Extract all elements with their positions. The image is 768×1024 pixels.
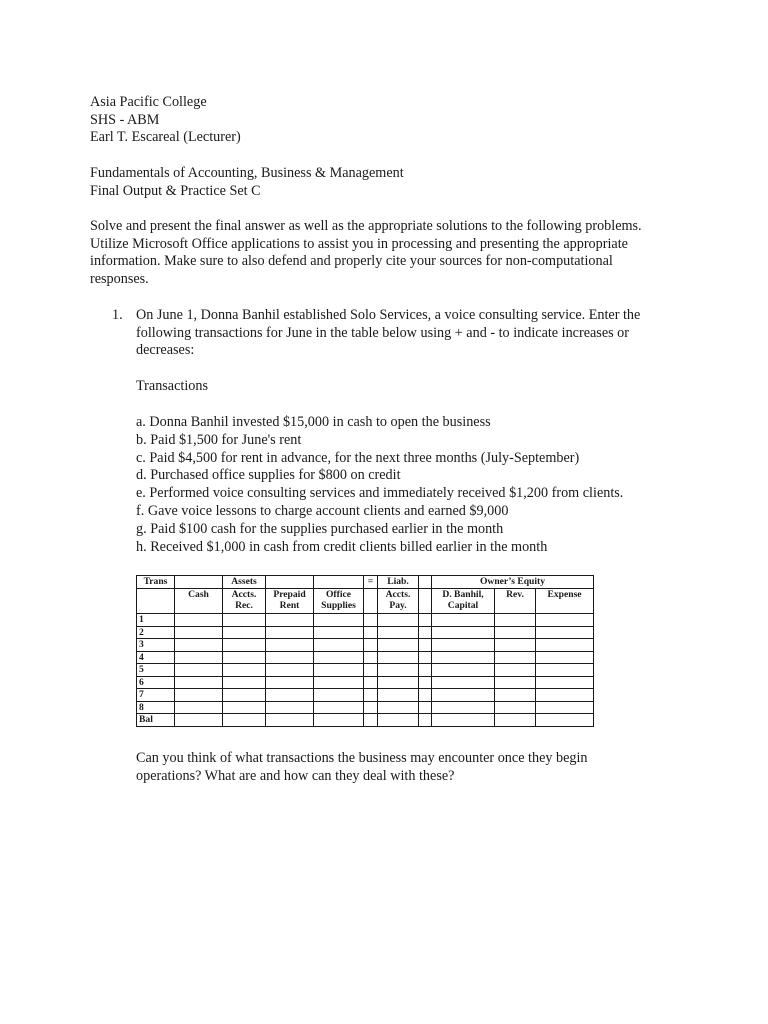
table-group-header-row [137, 576, 594, 589]
table-cell[interactable] [223, 689, 266, 702]
table-cell[interactable] [266, 639, 314, 652]
table-cell[interactable] [495, 701, 536, 714]
table-row [137, 639, 594, 652]
table-cell[interactable] [419, 689, 432, 702]
question-line: Can you think of what transactions the business may encounter once they begin [136, 750, 588, 766]
rev-label: Rev. [506, 589, 524, 600]
table-cell[interactable] [419, 626, 432, 639]
table-cell[interactable] [364, 639, 378, 652]
table-cell[interactable] [536, 689, 594, 702]
table-cell[interactable] [364, 701, 378, 714]
table-row [137, 701, 594, 714]
table-cell[interactable] [419, 664, 432, 677]
table-cell[interactable] [419, 614, 432, 627]
header-blank [419, 576, 432, 589]
table-cell[interactable] [495, 714, 536, 727]
row-label: 1 [137, 614, 175, 627]
college-name: Asia Pacific College [90, 94, 207, 110]
subheader-blank [137, 589, 175, 614]
table-cell[interactable] [536, 614, 594, 627]
table-cell[interactable] [223, 664, 266, 677]
table-cell[interactable] [378, 664, 419, 677]
table-row [137, 664, 594, 677]
transaction-item: e. Performed voice consulting services and immediately received $1,200 from clients. [136, 485, 624, 502]
transaction-item: a. Donna Banhil invested $15,000 in cash to open the business [136, 414, 491, 430]
instructions-line: responses. [90, 270, 149, 287]
table-cell[interactable] [495, 676, 536, 689]
table-cell[interactable] [266, 676, 314, 689]
subheader-cash [175, 589, 223, 614]
table-cell[interactable] [378, 639, 419, 652]
table-cell[interactable] [378, 689, 419, 702]
table-row [137, 626, 594, 639]
row-label: 2 [137, 626, 175, 639]
subheader-accts-rec [223, 589, 266, 614]
expense-label: Expense [547, 589, 582, 600]
table-cell[interactable] [378, 701, 419, 714]
document-header [90, 94, 241, 147]
table-cell[interactable] [364, 651, 378, 664]
capital-label-2: Capital [447, 600, 479, 611]
table-cell[interactable] [378, 626, 419, 639]
accounting-equation-table [136, 575, 594, 727]
header-trans: Trans [137, 576, 175, 589]
table-cell[interactable] [432, 639, 495, 652]
problem-line: decreases: [136, 342, 195, 359]
header-owners-equity: Owner’s Equity [432, 576, 594, 589]
table-cell[interactable] [536, 639, 594, 652]
table-cell[interactable] [175, 701, 223, 714]
table-cell[interactable] [364, 664, 378, 677]
header-liab: Liab. [378, 576, 419, 589]
table-cell[interactable] [378, 651, 419, 664]
table-cell[interactable] [314, 614, 364, 627]
question-line: operations? What are and how can they deal with these? [136, 767, 455, 784]
subheader-office-supplies [314, 589, 364, 614]
table-cell[interactable] [495, 664, 536, 677]
table-cell[interactable] [536, 664, 594, 677]
subheader-blank [364, 589, 378, 614]
table-cell[interactable] [536, 701, 594, 714]
subheader-blank [419, 589, 432, 614]
table-cell[interactable] [266, 626, 314, 639]
subheader-prepaid-rent [266, 589, 314, 614]
office-label-2: Supplies [321, 600, 356, 611]
accts-pay-label-2: Pay. [389, 600, 407, 611]
table-cell[interactable] [364, 626, 378, 639]
transaction-item: c. Paid $4,500 for rent in advance, for the next three months (July-September) [136, 449, 580, 466]
problem-line: On June 1, Donna Banhil established Solo Services, a voice consulting service. Enter the [136, 307, 641, 323]
table-cell[interactable] [495, 651, 536, 664]
header-equals: = [364, 576, 378, 589]
table-cell[interactable] [432, 626, 495, 639]
accts-rec-label-2: Rec. [235, 600, 253, 611]
table-cell[interactable] [364, 614, 378, 627]
table-cell[interactable] [432, 664, 495, 677]
table-cell[interactable] [536, 626, 594, 639]
lecturer-name: Earl T. Escareal (Lecturer) [90, 129, 241, 146]
table-cell[interactable] [175, 689, 223, 702]
table-cell[interactable] [419, 701, 432, 714]
table-row [137, 689, 594, 702]
problem-line: following transactions for June in the table below using + and - to indicate increases or [136, 324, 630, 341]
table-cell[interactable] [175, 639, 223, 652]
table-cell[interactable] [266, 714, 314, 727]
table-cell[interactable] [314, 664, 364, 677]
row-label: 5 [137, 664, 175, 677]
table-cell[interactable] [266, 614, 314, 627]
header-assets: Assets [223, 576, 266, 589]
table-row [137, 614, 594, 627]
subheader-expense [536, 589, 594, 614]
table-cell[interactable] [495, 626, 536, 639]
transaction-item: h. Received $1,000 in cash from credit clients billed earlier in the month [136, 538, 548, 555]
table-cell[interactable] [314, 651, 364, 664]
table-cell[interactable] [314, 626, 364, 639]
table-cell[interactable] [432, 676, 495, 689]
table-cell[interactable] [223, 701, 266, 714]
table-cell[interactable] [175, 626, 223, 639]
cash-label: Cash [188, 589, 209, 600]
table-cell[interactable] [419, 639, 432, 652]
table-cell[interactable] [432, 714, 495, 727]
table-cell[interactable] [364, 689, 378, 702]
table-cell[interactable] [378, 614, 419, 627]
table-cell[interactable] [223, 639, 266, 652]
row-label: 8 [137, 701, 175, 714]
problem-statement [136, 307, 640, 360]
table-cell[interactable] [175, 714, 223, 727]
transactions-list [136, 414, 623, 556]
subheader-accts-pay [378, 589, 419, 614]
table-cell[interactable] [266, 701, 314, 714]
table-cell[interactable] [364, 714, 378, 727]
table-cell[interactable] [266, 689, 314, 702]
table-cell[interactable] [432, 689, 495, 702]
instructions-line: Utilize Microsoft Office applications to assist you in processing and presenting the appropriate [90, 235, 628, 252]
table-cell[interactable] [378, 676, 419, 689]
instructions-line: information. Make sure to also defend and properly cite your sources for non-computational [90, 253, 613, 270]
header-blank [175, 576, 223, 589]
subheader-capital [432, 589, 495, 614]
prepaid-label-1: Prepaid [273, 589, 306, 600]
table-cell[interactable] [175, 664, 223, 677]
table-cell[interactable] [175, 676, 223, 689]
table-cell[interactable] [223, 676, 266, 689]
table-cell[interactable] [432, 701, 495, 714]
accts-rec-label-1: Accts. [231, 589, 257, 600]
table-sub-header-row [137, 589, 594, 614]
instructions-paragraph [90, 218, 642, 288]
problem-number: 1. [112, 307, 123, 323]
row-label: 6 [137, 676, 175, 689]
instructions-line: Solve and present the final answer as well as the appropriate solutions to the following problems. [90, 218, 642, 234]
table-cell[interactable] [223, 614, 266, 627]
table-row [137, 676, 594, 689]
table-cell[interactable] [223, 626, 266, 639]
capital-label-1: D. Banhil, [442, 589, 484, 600]
subheader-rev [495, 589, 536, 614]
table-cell[interactable] [314, 701, 364, 714]
table-cell[interactable] [495, 614, 536, 627]
accts-pay-label-1: Accts. [385, 589, 411, 600]
prepaid-label-2: Rent [279, 600, 300, 611]
transactions-heading: Transactions [136, 378, 208, 394]
table-cell[interactable] [536, 651, 594, 664]
course-info [90, 165, 404, 200]
table-cell[interactable] [175, 651, 223, 664]
table-cell[interactable] [223, 651, 266, 664]
table-cell[interactable] [419, 651, 432, 664]
table-cell[interactable] [314, 676, 364, 689]
table-cell[interactable] [495, 639, 536, 652]
table-cell[interactable] [266, 651, 314, 664]
table-cell[interactable] [419, 714, 432, 727]
course-subtitle: Final Output & Practice Set C [90, 182, 261, 199]
table-cell[interactable] [223, 714, 266, 727]
transaction-item: f. Gave voice lessons to charge account clients and earned $9,000 [136, 502, 509, 519]
table-cell[interactable] [314, 714, 364, 727]
table-cell[interactable] [175, 614, 223, 627]
transaction-item: d. Purchased office supplies for $800 on credit [136, 467, 401, 484]
table-row [137, 714, 594, 727]
table-cell[interactable] [495, 689, 536, 702]
row-label: 4 [137, 651, 175, 664]
table-cell[interactable] [378, 714, 419, 727]
header-blank [314, 576, 364, 589]
program-name: SHS - ABM [90, 111, 160, 128]
transaction-item: g. Paid $100 cash for the supplies purchased earlier in the month [136, 520, 504, 537]
header-blank [266, 576, 314, 589]
table-row [137, 651, 594, 664]
table-cell[interactable] [419, 676, 432, 689]
row-label: 3 [137, 639, 175, 652]
table-cell[interactable] [266, 664, 314, 677]
office-label-1: Office [325, 589, 352, 600]
followup-question [136, 750, 588, 785]
table-cell[interactable] [432, 651, 495, 664]
course-title: Fundamentals of Accounting, Business & Management [90, 165, 404, 181]
table-cell[interactable] [314, 639, 364, 652]
table-cell[interactable] [536, 676, 594, 689]
row-label: Bal [137, 714, 175, 727]
transaction-item: b. Paid $1,500 for June's rent [136, 431, 302, 448]
table-cell[interactable] [314, 689, 364, 702]
table-cell[interactable] [364, 676, 378, 689]
ledger-table [136, 575, 594, 727]
row-label: 7 [137, 689, 175, 702]
table-cell[interactable] [432, 614, 495, 627]
table-cell[interactable] [536, 714, 594, 727]
